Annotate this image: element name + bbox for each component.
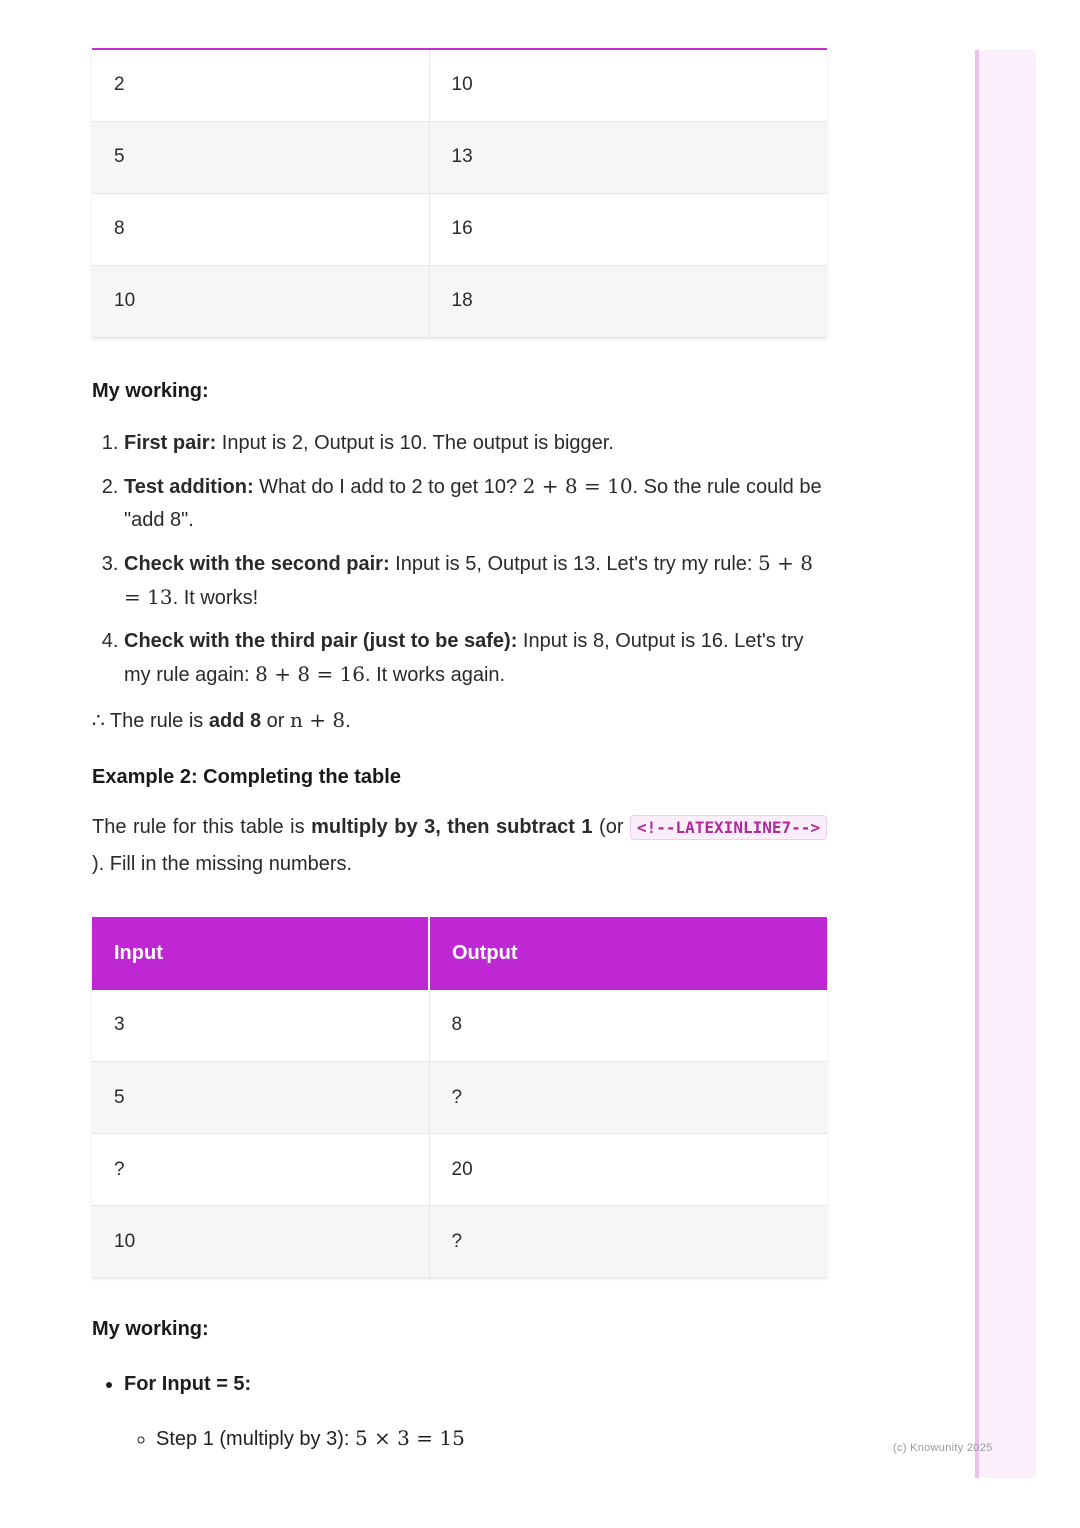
input-cell: 2 — [92, 49, 429, 121]
input-output-table-2 — [92, 917, 827, 1279]
input-cell: 8 — [92, 193, 429, 265]
working-step — [124, 427, 827, 460]
input-cell: ? — [92, 1134, 429, 1206]
output-cell: ? — [429, 1206, 827, 1278]
conclusion — [92, 702, 827, 740]
step-label: Test addition: — [124, 475, 254, 498]
step-text: What do I add to 2 to get 10? — [253, 475, 523, 498]
working-heading-2: My working: — [92, 1318, 209, 1340]
conclusion-mid: or — [261, 709, 291, 732]
input-cell: 10 — [92, 1206, 429, 1278]
input-cell: 10 — [92, 265, 429, 337]
conclusion-rule: add 8 — [208, 709, 262, 732]
bullet-label: For Input = 5: — [124, 1373, 252, 1395]
table-row — [92, 1062, 827, 1134]
table-header-row — [92, 917, 827, 990]
conclusion-end: . — [345, 709, 351, 732]
table-row — [92, 990, 827, 1062]
step-text-end: . So the rule could be "add 8". — [124, 475, 822, 531]
step-text: Input is 5, Output is 13. Let's try my rule: — [389, 552, 759, 575]
sub-step-text: Step 1 (multiply by 3): — [156, 1428, 355, 1450]
sub-step-math: 5 × 3 = 15 — [354, 1426, 465, 1450]
table-row — [92, 49, 827, 121]
table-row — [92, 1134, 827, 1206]
output-cell: 18 — [429, 265, 827, 337]
input-cell: 5 — [92, 1062, 429, 1134]
step-label: Check with the third pair (just to be safe): — [124, 629, 518, 652]
working-heading: My working: — [92, 379, 209, 402]
output-cell: 13 — [429, 121, 827, 193]
output-cell: 10 — [429, 49, 827, 121]
table-row — [92, 193, 827, 265]
step-math: 8 + 8 = 16 — [255, 661, 366, 686]
rule-line-2 — [92, 846, 827, 883]
step-math: 2 + 8 = 10 — [522, 473, 633, 498]
header-output: Output — [429, 917, 827, 990]
rule-end: ). Fill in the missing numbers. — [92, 852, 353, 875]
rule-line-1 — [92, 809, 827, 846]
input-output-table-1 — [92, 48, 827, 338]
output-cell: 16 — [429, 193, 827, 265]
example-heading: Example 2: Completing the table — [92, 765, 401, 788]
working-step — [124, 470, 827, 537]
conclusion-math: n + 8 — [290, 707, 346, 732]
step-text: Input is 2, Output is 10. The output is bigger. — [216, 431, 614, 454]
table-row — [92, 1206, 827, 1278]
working-steps — [92, 427, 827, 692]
input-cell: 5 — [92, 121, 429, 193]
working-bullets — [92, 1373, 827, 1451]
working-step — [124, 625, 827, 692]
rule-prefix: The rule for this table is — [92, 815, 312, 838]
output-cell: 20 — [429, 1134, 827, 1206]
rule-mid: (or — [592, 815, 630, 838]
output-cell: ? — [429, 1062, 827, 1134]
input-cell: 3 — [92, 990, 429, 1062]
sub-step-item — [156, 1426, 827, 1451]
latex-placeholder-code: <!--LATEXINLINE7--> — [630, 815, 827, 840]
sub-steps — [124, 1426, 827, 1451]
header-input: Input — [92, 917, 429, 990]
step-label: First pair: — [124, 431, 217, 454]
step-text-end: . It works again. — [365, 663, 506, 686]
table-row — [92, 121, 827, 193]
document-content — [92, 48, 827, 1451]
step-math: 5 + 8 = 13 — [124, 550, 813, 609]
working-step — [124, 547, 827, 615]
margin-strip — [975, 50, 1036, 1478]
table-row — [92, 265, 827, 337]
bullet-item — [124, 1373, 827, 1451]
rule-bold: multiply by 3, then subtract 1 — [311, 815, 593, 838]
copyright-text: (c) Knowunity 2025 — [893, 1442, 993, 1454]
step-text: Input is 8, Output is 16. Let's try my rule again: — [124, 629, 804, 686]
step-text-end: . It works! — [172, 586, 259, 609]
step-label: Check with the second pair: — [124, 552, 390, 575]
conclusion-prefix: ∴ The rule is — [92, 709, 209, 732]
rule-paragraph — [92, 809, 827, 883]
output-cell: 8 — [429, 990, 827, 1062]
